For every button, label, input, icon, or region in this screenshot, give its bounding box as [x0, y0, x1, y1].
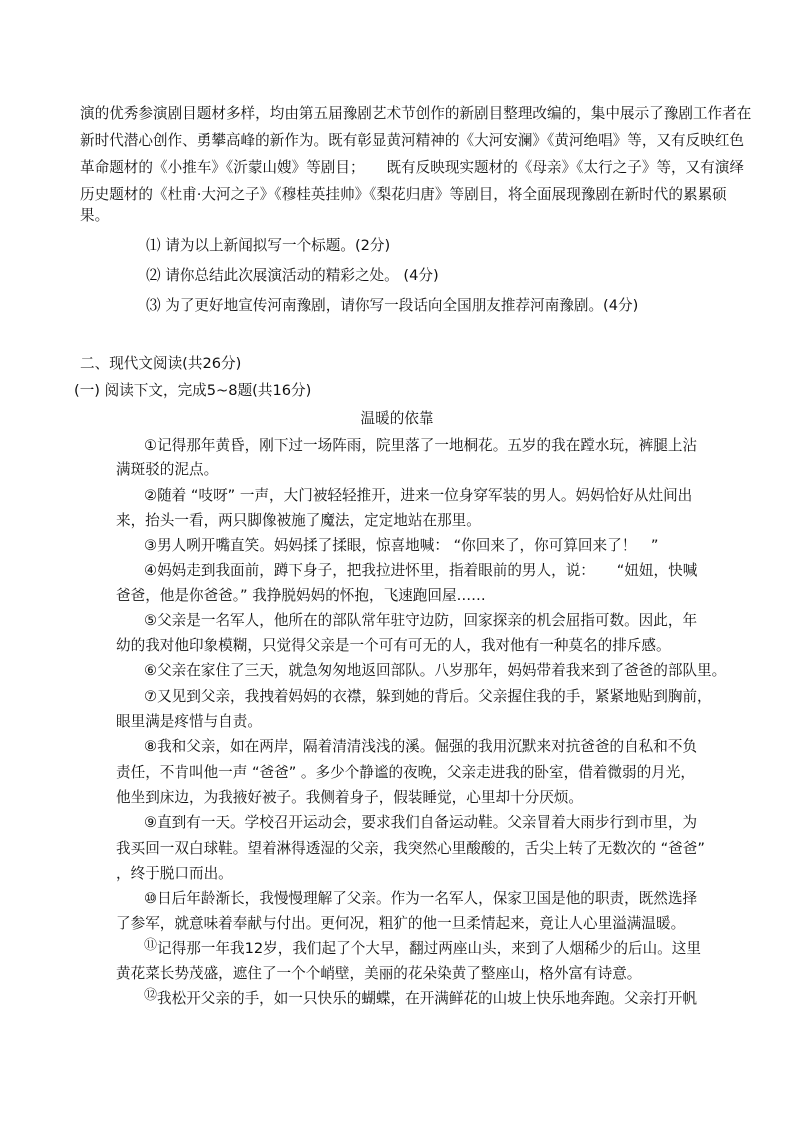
paragraph-10-cont: 了参军，就意味着奉献与付出。更何况，粗犷的他一旦柔情起来，竟让人心里溢满温暖。 [116, 915, 686, 932]
paragraph-8-cont: 他坐到床边，为我掖好被子。我侧着身子，假装睡觉，心里却十分厌烦。 [116, 789, 584, 806]
paragraph-11 [144, 939, 701, 960]
paragraph-2: ②随着 “吱呀” 一声，大门被轻轻推开，进来一位身穿军装的男人。妈妈恰好从灶间出 [144, 487, 693, 504]
paragraph-9-cont: 我买回一双白球鞋。望着淋得透湿的父亲，我突然心里酸酸的，舌尖上转了无数次的 “爸爸” [116, 840, 705, 857]
paragraph-11-cont: 黄花菜长势茂盛，遮住了一个个峭壁，美丽的花朵染黄了整座山，格外富有诗意。 [116, 965, 642, 982]
paragraph-11-text: 记得那一年我12岁，我们起了个大早，翻过两座山头，来到了人烟稀少的后山。这里 [157, 940, 701, 957]
paragraph-3: ③男人咧开嘴直笑。妈妈揉了揉眼，惊喜地喊： “你回来了，你可算回来了！ ” [144, 537, 659, 554]
essay-title: 温暖的依靠 [360, 410, 434, 427]
paragraph-7: ⑦又见到父亲，我拽着妈妈的衣襟，躲到她的背后。父亲握住我的手，紧紧地贴到胸前， [144, 688, 712, 705]
paragraph-5-cont: 幼的我对他印象模糊，只觉得父亲是一个可有可无的人，我对他有一种莫名的排斥感。 [116, 637, 671, 654]
section-heading: 二、现代文阅读(共26分) [80, 355, 242, 372]
question-2: ⑵ 请你总结此次展演活动的精彩之处。 (4分) [146, 267, 439, 284]
paragraph-4: ④妈妈走到我面前，蹲下身子，把我拉进怀里，指着眼前的男人，说： “妞妞，快喊 [144, 562, 698, 579]
paragraph-8: ⑧我和父亲，如在两岸，隔着清清浅浅的溪。倔强的我用沉默来对抗爸爸的自私和不负 [144, 738, 698, 755]
paragraph-12-text: 我松开父亲的手，如一只快乐的蝴蝶，在开满鲜花的山坡上快乐地奔跑。父亲打开帆 [157, 990, 697, 1007]
paragraph-2-cont: 来，抬头一看，两只脚像被施了魔法，定定地站在那里。 [116, 512, 481, 529]
paragraph-7-cont: 眼里满是疼惜与自责。 [116, 713, 262, 730]
paragraph-8-cont: 责任，不肯叫他一声 “爸爸” 。多少个静谧的夜晚，父亲走进我的卧室，借着微弱的月光， [116, 764, 695, 781]
subsection-heading: (一) 阅读下文，完成5~8题(共16分) [74, 382, 312, 399]
news-text-line: 演的优秀参演剧目题材多样，均由第五届豫剧艺术节创作的新剧目整理改编的，集中展示了豫剧工作者在 [80, 105, 752, 122]
paragraph-1: ①记得那年黄昏，刚下过一场阵雨，院里落了一地桐花。五岁的我在蹚水玩，裤腿上沾 [144, 437, 698, 454]
news-text-line: 新时代潜心创作、勇攀高峰的新作为。既有彰显黄河精神的《大河安澜》《黄河绝唱》等，又有反映红色 [80, 132, 745, 149]
news-text-line: 果。 [80, 207, 110, 224]
question-3: ⑶ 为了更好地宣传河南豫剧，请你写一段话向全国朋友推荐河南豫剧。(4分) [146, 297, 639, 314]
news-text-line: 历史题材的《杜甫·大河之子》《穆桂英挂帅》《梨花归唐》等剧目，将全面展现豫剧在新时代的累累硕 [80, 186, 727, 203]
paragraph-9-cont: ，终于脱口而出。 [116, 865, 233, 882]
paragraph-12-number: ⑫ [144, 988, 158, 1003]
paragraph-6: ⑥父亲在家住了三天，就急匆匆地返回部队。八岁那年，妈妈带着我来到了爸爸的部队里。 [144, 662, 727, 679]
paragraph-11-number: ⑪ [144, 938, 158, 953]
paragraph-1-cont: 满斑驳的泥点。 [116, 461, 219, 478]
paragraph-4-cont: 爸爸，他是你爸爸。” 我挣脱妈妈的怀抱，飞速跑回屋…… [116, 587, 486, 604]
paragraph-9: ⑨直到有一天。学校召开运动会，要求我们自备运动鞋。父亲冒着大雨步行到市里，为 [144, 814, 698, 831]
paragraph-10: ⑩日后年龄渐长，我慢慢理解了父亲。作为一名军人，保家卫国是他的职责，既然选择 [144, 890, 698, 907]
news-text-line: 革命题材的《小推车》《沂蒙山嫂》等剧目； 既有反映现实题材的《母亲》《太行之子》等，又有演绎 [80, 159, 745, 176]
paragraph-5: ⑤父亲是一名军人，他所在的部队常年驻守边防，回家探亲的机会屈指可数。因此，年 [144, 612, 698, 629]
paragraph-12 [144, 989, 697, 1010]
question-1: ⑴ 请为以上新闻拟写一个标题。(2分) [146, 237, 391, 254]
